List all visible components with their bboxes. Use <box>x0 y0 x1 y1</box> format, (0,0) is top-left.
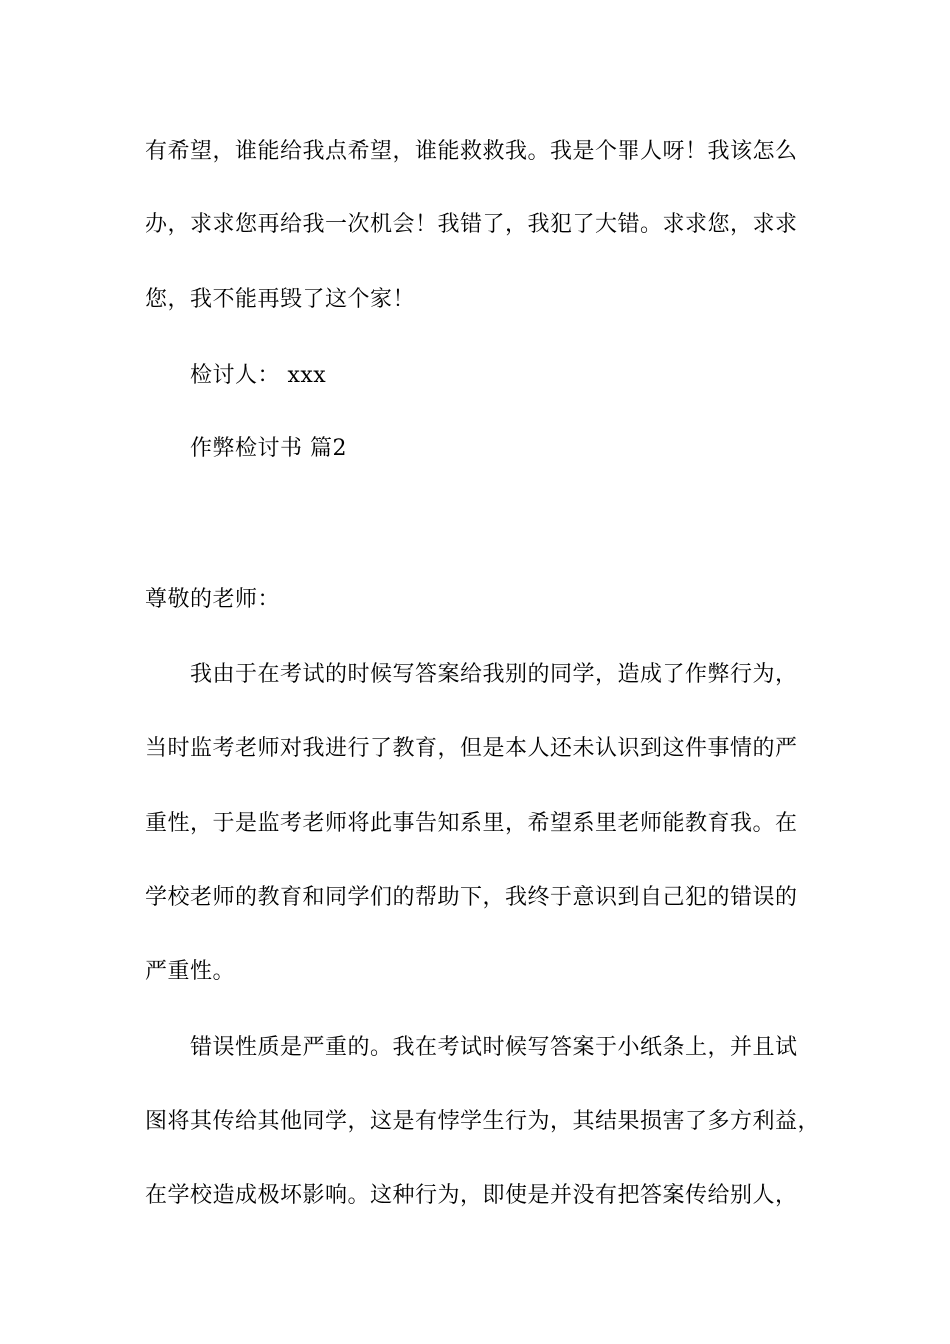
body-text-line: 有希望，谁能给我点希望，谁能救救我。我是个罪人呀！我该怎么 <box>145 139 798 164</box>
salutation: 尊敬的老师： <box>145 587 281 612</box>
body-text-line: 图将其传给其他同学，这是有悖学生行为，其结果损害了多方利益， <box>145 1109 821 1134</box>
signature-line: 检讨人： xxx <box>190 363 327 388</box>
body-text-line: 严重性。 <box>145 959 236 984</box>
body-text-line: 当时监考老师对我进行了教育，但是本人还未认识到这件事情的严 <box>145 736 798 761</box>
paragraph-first-line: 我由于在考试的时候写答案给我别的同学，造成了作弊行为， <box>190 662 798 687</box>
body-text-line: 您，我不能再毁了这个家！ <box>145 287 416 312</box>
body-text-line: 重性，于是监考老师将此事告知系里，希望系里老师能教育我。在 <box>145 811 798 836</box>
body-text-line: 在学校造成极坏影响。这种行为，即使是并没有把答案传给别人， <box>145 1183 798 1208</box>
body-text-line: 学校老师的教育和同学们的帮助下，我终于意识到自己犯的错误的 <box>145 885 798 910</box>
section-heading: 作弊检讨书 篇2 <box>190 436 347 461</box>
body-text-line: 办，求求您再给我一次机会！我错了，我犯了大错。求求您，求求 <box>145 212 798 237</box>
paragraph-first-line: 错误性质是严重的。我在考试时候写答案于小纸条上，并且试 <box>190 1035 798 1060</box>
